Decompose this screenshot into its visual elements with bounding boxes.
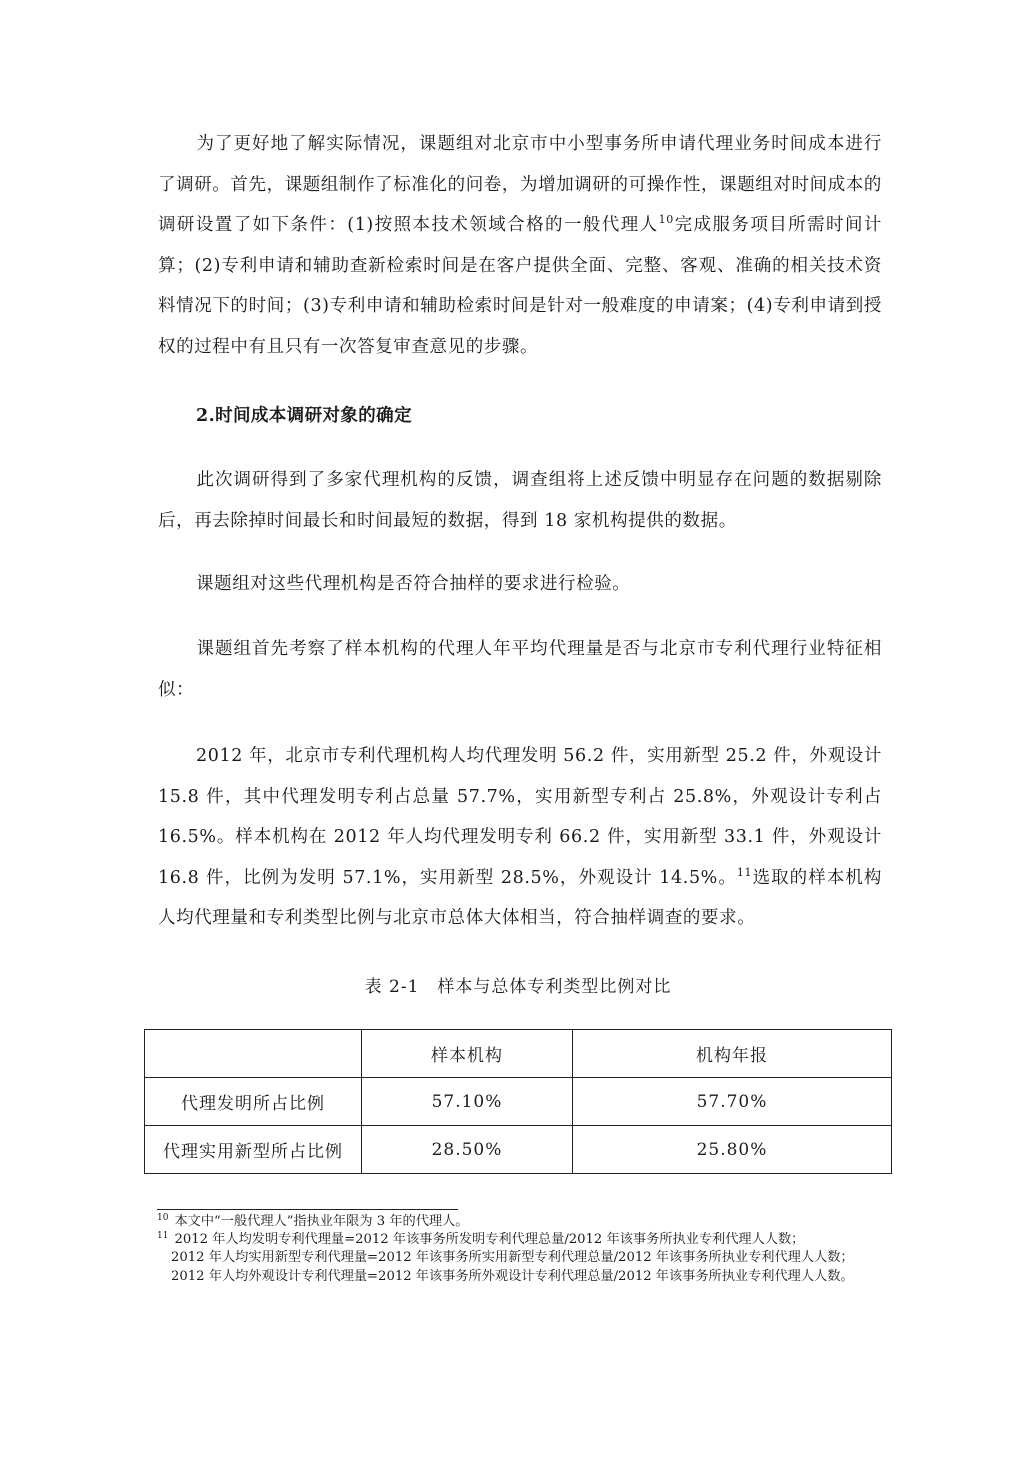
paragraph-text: 课题组对这些代理机构是否符合抽样的要求进行检验。 bbox=[196, 574, 631, 594]
paragraph-survey-conditions bbox=[158, 124, 882, 368]
footnote-text: 本文中“一般代理人”指执业年限为 3 年的代理人。 bbox=[174, 1214, 469, 1229]
paragraph-text: 课题组首先考察了样本机构的代理人年平均代理量是否与北京市专利代理行业特征相似： bbox=[158, 639, 882, 700]
table-header-cell: 机构年报 bbox=[573, 1030, 892, 1078]
table-cell: 57.70% bbox=[573, 1078, 892, 1126]
footnote-separator bbox=[157, 1209, 458, 1210]
footnote-10 bbox=[157, 1213, 887, 1231]
paragraph-text: 此次调研得到了多家代理机构的反馈，调查组将上述反馈中明显存在问题的数据剔除后，再去除掉时间最长和时间最短的数据，得到 18 家机构提供的数据。 bbox=[158, 470, 882, 531]
paragraph-sampling-check bbox=[158, 564, 882, 605]
table-cell: 代理实用新型所占比例 bbox=[145, 1126, 362, 1174]
paragraph-text: 完成服务项目所需时间计算；(2)专利申请和辅助查新检索时间是在客户提供全面、完整、客观、准确的相关技术资料情况下的时间；(3)专利申请和辅助检索时间是针对一般难度的申请案；(4)专利申请到授权的过程中有且只有一次答复审查意见的步骤。 bbox=[158, 215, 882, 357]
paragraph-text: 选取的样本机构人均代理量和专利类型比例与北京市总体大体相当，符合抽样调查的要求。 bbox=[158, 867, 882, 929]
table-row bbox=[145, 1078, 892, 1126]
paragraph-text: 2012 年，北京市专利代理机构人均代理发明 56.2 件，实用新型 25.2 件，外观设计 15.8 件，其中代理发明专利占总量 57.7%，实用新型专利占 25.8%，外观设计专利占 16.5%。样本机构在 2012 年人均代理发明专利 66.2 件，实用新型 33.1 件，外观设计 16.8 件，比例为发明 57.1%，实用新型 28.5%，外观设计 14.5%。 bbox=[158, 746, 882, 888]
comparison-table bbox=[144, 1029, 892, 1174]
footnotes bbox=[157, 1213, 887, 1286]
footnote-11 bbox=[157, 1231, 887, 1249]
table-header-row bbox=[145, 1030, 892, 1078]
table-cell: 代理发明所占比例 bbox=[145, 1078, 362, 1126]
paragraph-text: 为了更好地了解实际情况，课题组对北京市中小型事务所申请代理业务时间成本进行了调研。首先，课题组制作了标准化的问卷，为增加调研的可操作性，课题组对时间成本的调研设置了如下条件：(1)按照本技术领域合格的一般代理人 bbox=[158, 134, 882, 236]
table-header-cell: 样本机构 bbox=[362, 1030, 573, 1078]
paragraph-sample-comparison bbox=[158, 629, 882, 710]
section-heading: 2.时间成本调研对象的确定 bbox=[196, 406, 412, 426]
footnote-ref-10[interactable]: 10 bbox=[658, 213, 674, 227]
footnote-text: 2012 年人均发明专利代理量=2012 年该事务所发明专利代理总量/2012 年该事务所执业专利代理人人数； bbox=[174, 1232, 805, 1248]
footnote-mark: 10 bbox=[157, 1212, 169, 1223]
footnote-11-continued: 2012 年人均外观设计专利代理量=2012 年该事务所外观设计专利代理总量/2012 年该事务所执业专利代理人人数。 bbox=[171, 1268, 854, 1284]
footnote-ref-11[interactable]: 11 bbox=[736, 865, 753, 879]
paragraph-statistics bbox=[158, 736, 882, 939]
table-cell: 28.50% bbox=[362, 1126, 573, 1174]
table-caption: 表 2-1 样本与总体专利类型比例对比 bbox=[364, 977, 672, 997]
paragraph-data-collection bbox=[158, 460, 882, 541]
table-row bbox=[145, 1126, 892, 1174]
footnote-11-continued: 2012 年人均实用新型专利代理量=2012 年该事务所实用新型专利代理总量/2012 年该事务所执业专利代理人人数； bbox=[171, 1250, 854, 1266]
table-cell: 25.80% bbox=[573, 1126, 892, 1174]
table-cell: 57.10% bbox=[362, 1078, 573, 1126]
table-header-cell bbox=[145, 1030, 362, 1078]
footnote-mark: 11 bbox=[157, 1230, 169, 1241]
